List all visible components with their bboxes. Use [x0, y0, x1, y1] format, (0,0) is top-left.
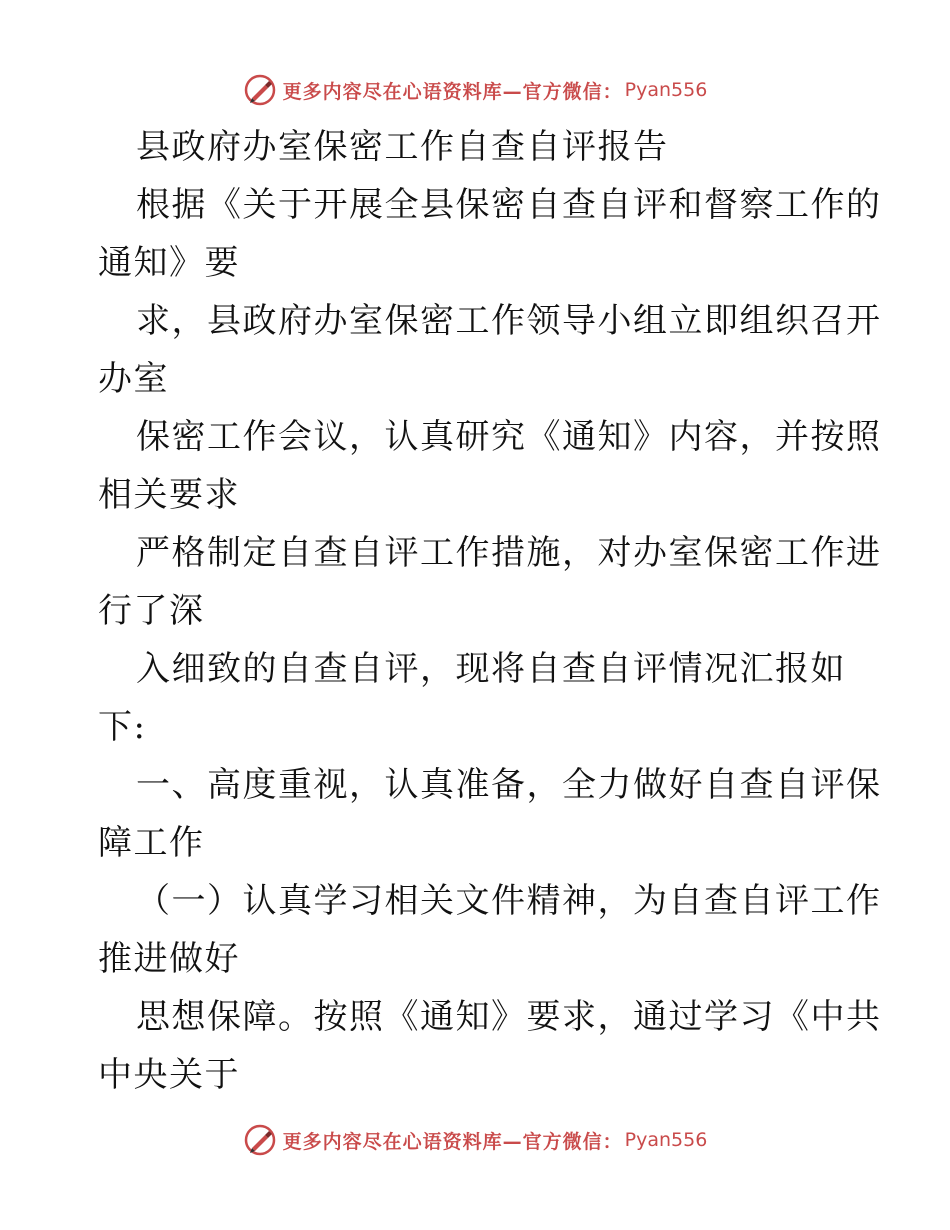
section-heading: 一、高度重视，认真准备，全力做好自查自评保	[136, 765, 882, 805]
header-banner	[0, 70, 950, 110]
text-line: 根据《关于开展全县保密自查自评和督察工作的	[136, 185, 882, 225]
text-line: 保密工作会议，认真研究《通知》内容，并按照	[136, 417, 882, 457]
text-line: 求，县政府办室保密工作领导小组立即组织召开	[136, 301, 882, 341]
banner-handle: Pyan556	[624, 79, 708, 101]
text-line: 通知》要	[98, 243, 240, 283]
banner-text: 更多内容尽在心语资料库—官方微信：	[282, 80, 623, 103]
text-line: 中央关于	[98, 1055, 240, 1095]
pen-logo-icon	[243, 1123, 277, 1157]
document-title: 县政府办室保密工作自查自评报告	[136, 127, 669, 167]
subsection-heading: （一）认真学习相关文件精神，为自查自评工作	[136, 881, 882, 921]
footer-banner	[0, 1120, 950, 1160]
banner-handle: Pyan556	[624, 1129, 708, 1151]
document-body	[98, 118, 882, 1104]
banner-text: 更多内容尽在心语资料库—官方微信：	[282, 1130, 623, 1153]
text-line: 严格制定自查自评工作措施，对办室保密工作进	[136, 533, 882, 573]
text-line: 行了深	[98, 591, 205, 631]
pen-logo-icon	[243, 73, 277, 107]
text-line: 相关要求	[98, 475, 240, 515]
text-line: 办室	[98, 359, 169, 399]
text-line: 入细致的自查自评，现将自查自评情况汇报如	[136, 649, 846, 689]
text-line: 思想保障。按照《通知》要求，通过学习《中共	[136, 997, 882, 1037]
text-line: 障工作	[98, 823, 205, 863]
text-line: 下:	[98, 707, 147, 747]
text-line: 推进做好	[98, 939, 240, 979]
